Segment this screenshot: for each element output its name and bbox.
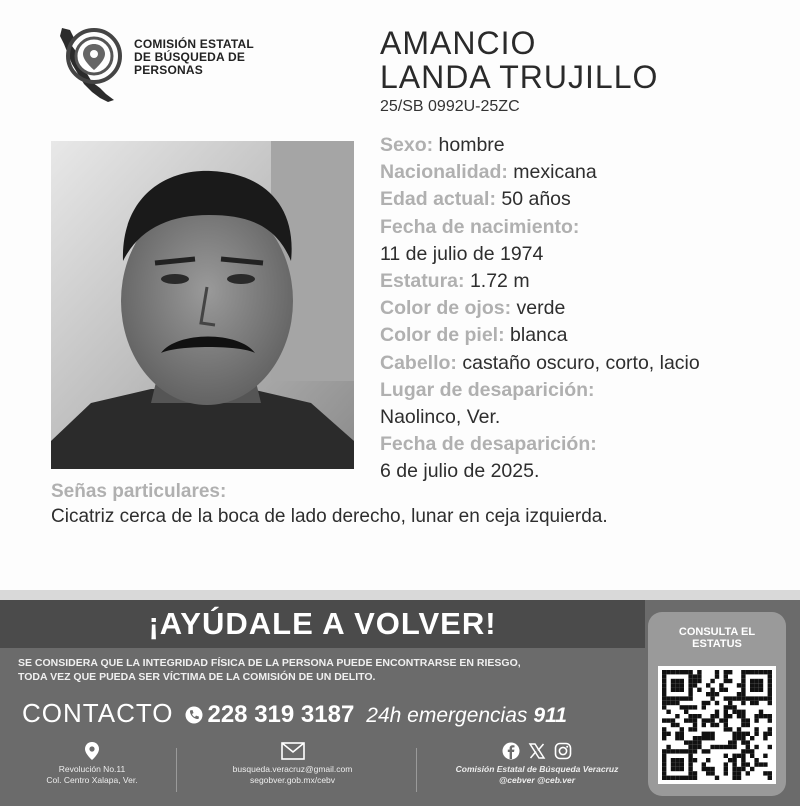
value-estatura: 1.72 m [469, 270, 530, 293]
field-nacionalidad [380, 159, 790, 186]
field-lugar [380, 377, 790, 404]
organization-logo [56, 24, 286, 104]
label-piel: Color de piel: [380, 324, 505, 347]
person-details [380, 132, 790, 486]
qr-title [648, 626, 786, 650]
value-fecha-desaparicion: 6 de julio de 2025. [380, 460, 540, 483]
website-link[interactable]: segobver.gob.mx/cebv [249, 775, 336, 785]
value-fecha-nacimiento: 11 de julio de 1974 [380, 242, 544, 265]
qr-title-line-2: ESTATUS [692, 638, 742, 650]
person-photo [51, 141, 354, 469]
field-lugar-value [380, 404, 790, 431]
field-cabello [380, 350, 790, 377]
value-piel: blanca [510, 324, 568, 347]
emergency-number[interactable]: 911 [533, 704, 567, 727]
warning-line-2: TODA VEZ QUE PUEDA SER VÍCTIMA DE LA COMISIÓN DE UN DELITO. [18, 671, 376, 683]
poster-banner [0, 590, 800, 806]
status-qr-panel [648, 612, 786, 796]
social-account-name: Comisión Estatal de Búsqueda Veracruz [455, 764, 619, 774]
contact-row [22, 698, 567, 729]
emergency-hours: 24h emergencias [366, 704, 528, 727]
field-edad [380, 186, 790, 213]
banner-top-strip [0, 590, 800, 600]
status-qr-code[interactable] [658, 666, 776, 784]
address-line-2: Col. Centro Xalapa, Ver. [46, 775, 138, 785]
qr-code-icon [658, 666, 776, 784]
field-fecha-desaparicion-value [380, 458, 790, 485]
label-fecha-nacimiento: Fecha de nacimiento: [380, 215, 580, 238]
footer-email [200, 742, 385, 786]
social-icons [432, 742, 642, 760]
value-senas: Cicatriz cerca de la boca de lado derecho, lunar en ceja izquierda. [51, 506, 608, 527]
person-portrait [51, 141, 354, 469]
banner-headline: ¡AYÚDALE A VOLVER! [0, 600, 645, 648]
field-estatura [380, 268, 790, 295]
organization-name [134, 38, 254, 77]
mail-icon [281, 742, 305, 760]
email-address[interactable]: busqueda.veracruz@gmail.com [232, 764, 353, 774]
qr-title-line-1: CONSULTA EL [678, 626, 756, 638]
field-piel [380, 322, 790, 349]
person-name [380, 26, 658, 94]
contact-label: CONTACTO [22, 698, 174, 728]
facebook-icon[interactable] [502, 742, 520, 760]
field-fecha-nacimiento-value [380, 241, 790, 268]
label-edad: Edad actual: [380, 188, 496, 211]
x-icon[interactable] [528, 742, 546, 760]
field-fecha-desaparicion [380, 431, 790, 458]
org-line-3: PERSONAS [134, 63, 203, 77]
value-sexo: hombre [438, 134, 505, 156]
field-sexo [380, 132, 790, 159]
warning-line-1: SE CONSIDERA QUE LA INTEGRIDAD FÍSICA DE LA PERSONA PUEDE ENCONTRARSE EN RIESGO, [18, 657, 521, 669]
case-id: 25/SB 0992U-25ZC [380, 98, 520, 115]
label-lugar: Lugar de desaparición: [380, 378, 595, 401]
field-fecha-nacimiento [380, 214, 790, 241]
social-handles[interactable]: @cebver @ceb.ver [498, 775, 576, 785]
label-sexo: Sexo: [380, 134, 434, 156]
field-ojos [380, 295, 790, 322]
instagram-icon[interactable] [554, 742, 572, 760]
label-cabello: Cabello: [380, 351, 457, 374]
value-edad: 50 años [501, 188, 571, 211]
footer-divider-2 [416, 748, 417, 792]
value-nacionalidad: mexicana [513, 161, 597, 184]
footer-divider-1 [176, 748, 177, 792]
value-lugar: Naolinco, Ver. [380, 406, 501, 429]
contact-phone[interactable]: 228 319 3187 [207, 701, 355, 728]
label-ojos: Color de ojos: [380, 297, 512, 320]
footer-address [22, 742, 162, 786]
risk-warning [18, 656, 638, 684]
label-estatura: Estatura: [380, 270, 465, 293]
address-line-1: Revolución No.11 [58, 764, 126, 774]
phone-icon [185, 706, 203, 724]
org-line-1: COMISIÓN ESTATAL [134, 37, 254, 51]
label-senas: Señas particulares: [51, 481, 227, 502]
label-nacionalidad: Nacionalidad: [380, 161, 508, 184]
org-line-2: DE BÚSQUEDA DE [134, 50, 246, 64]
person-last-name: LANDA TRUJILLO [380, 59, 659, 95]
veracruz-map-pin-icon [56, 24, 130, 104]
footer-social [432, 742, 642, 786]
person-first-name: AMANCIO [380, 25, 537, 61]
value-cabello: castaño oscuro, corto, lacio [462, 351, 700, 374]
location-pin-icon [85, 742, 99, 760]
value-ojos: verde [516, 297, 566, 320]
label-fecha-desaparicion: Fecha de desaparición: [380, 433, 597, 456]
